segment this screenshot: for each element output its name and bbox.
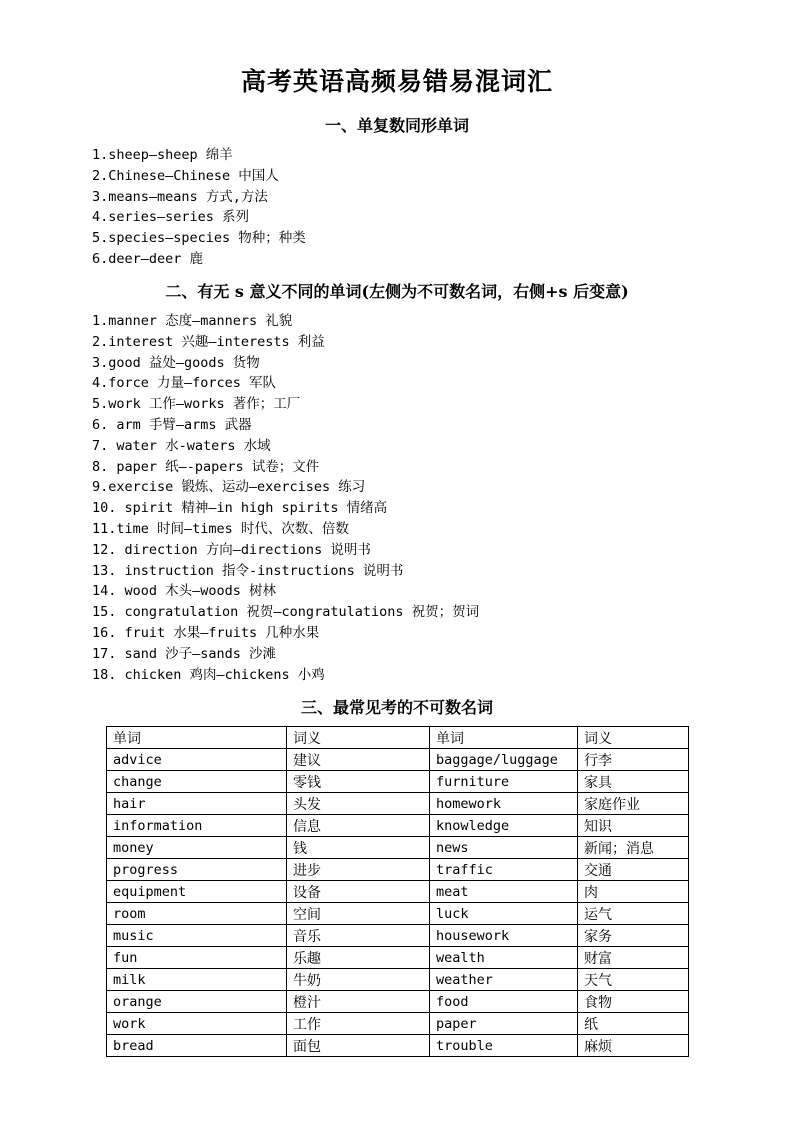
list-item: 11.time 时间—times 时代、次数、倍数 (92, 520, 349, 537)
table-row (107, 859, 689, 881)
word-cell: progress (107, 859, 287, 881)
document-title: 高考英语高频易错易混词汇 (240, 67, 553, 96)
word-cell: homework (430, 793, 578, 815)
word-cell: meat (430, 881, 578, 903)
word-cell: traffic (430, 859, 578, 881)
meaning-cell: 空间 (287, 903, 430, 925)
meaning-cell: 家务 (578, 925, 689, 947)
meaning-cell: 麻烦 (578, 1035, 689, 1057)
meaning-cell: 乐趣 (287, 947, 430, 969)
word-cell: advice (107, 749, 287, 771)
list-item: 8. paper 纸—-papers 试卷；文件 (92, 458, 320, 475)
meaning-cell: 橙汁 (287, 991, 430, 1013)
table-row (107, 947, 689, 969)
meaning-cell: 家具 (578, 771, 689, 793)
meaning-cell: 设备 (287, 881, 430, 903)
meaning-cell: 音乐 (287, 925, 430, 947)
word-cell: change (107, 771, 287, 793)
list-item: 10. spirit 精神—in high spirits 情绪高 (92, 500, 388, 517)
word-cell: work (107, 1013, 287, 1035)
word-cell: orange (107, 991, 287, 1013)
list-item: 6. arm 手臂—arms 武器 (92, 416, 252, 433)
list-item: 12. direction 方向—directions 说明书 (92, 541, 371, 558)
table-row (107, 793, 689, 815)
meaning-cell: 工作 (287, 1013, 430, 1035)
list-item: 3.good 益处—goods 货物 (92, 354, 260, 371)
table-row (107, 815, 689, 837)
table-row (107, 1013, 689, 1035)
list-item: 17. sand 沙子—sands 沙滩 (92, 645, 277, 662)
list-item: 13. instruction 指令-instructions 说明书 (92, 562, 404, 579)
word-cell: wealth (430, 947, 578, 969)
meaning-cell: 知识 (578, 815, 689, 837)
meaning-cell: 财富 (578, 947, 689, 969)
section1-heading: 一、单复数同形单词 (324, 116, 469, 135)
meaning-cell: 头发 (287, 793, 430, 815)
uncountable-nouns-table (106, 726, 689, 1057)
meaning-cell: 建议 (287, 749, 430, 771)
list-item: 1.manner 态度—manners 礼貌 (92, 313, 293, 329)
meaning-cell: 运气 (578, 903, 689, 925)
list-item: 3.means—means 方式,方法 (92, 188, 268, 205)
list-item: 1.sheep—sheep 绵羊 (92, 147, 233, 163)
word-cell: luck (430, 903, 578, 925)
meaning-cell: 钱 (287, 837, 430, 859)
word-cell: music (107, 925, 287, 947)
word-cell: room (107, 903, 287, 925)
meaning-cell: 行李 (578, 749, 689, 771)
list-item: 2.interest 兴趣—interests 利益 (92, 333, 325, 350)
list-item: 16. fruit 水果—fruits 几种水果 (92, 624, 320, 641)
word-cell: housework (430, 925, 578, 947)
list-item: 18. chicken 鸡肉—chickens 小鸡 (92, 666, 325, 683)
column-header: 单词 (430, 727, 578, 749)
table-row (107, 749, 689, 771)
word-cell: baggage/luggage (430, 749, 578, 771)
column-header: 词义 (287, 727, 430, 749)
word-cell: weather (430, 969, 578, 991)
list-item: 7. water 水-waters 水域 (92, 437, 271, 454)
meaning-cell: 信息 (287, 815, 430, 837)
word-cell: paper (430, 1013, 578, 1035)
section2-heading: 二、有无 s 意义不同的单词(左侧为不可数名词，右侧+s 后变意) (165, 282, 629, 301)
table-header-row (107, 727, 689, 749)
list-item: 15. congratulation 祝贺—congratulations 祝贺；贺词 (92, 604, 480, 621)
meaning-cell: 新闻；消息 (578, 837, 689, 859)
section1-list (92, 145, 306, 270)
word-cell: food (430, 991, 578, 1013)
word-cell: equipment (107, 881, 287, 903)
table-row (107, 881, 689, 903)
table-row (107, 969, 689, 991)
list-item: 5.species—species 物种；种类 (92, 230, 306, 247)
list-item: 14. wood 木头—woods 树林 (92, 583, 277, 600)
word-cell: hair (107, 793, 287, 815)
table-row (107, 1035, 689, 1057)
meaning-cell: 零钱 (287, 771, 430, 793)
section3-heading: 三、最常见考的不可数名词 (300, 698, 493, 717)
table-row (107, 771, 689, 793)
list-item: 6.deer—deer 鹿 (92, 250, 204, 267)
list-item: 4.force 力量—forces 军队 (92, 375, 277, 392)
table-body (107, 749, 689, 1057)
table-row (107, 925, 689, 947)
meaning-cell: 进步 (287, 859, 430, 881)
meaning-cell: 肉 (578, 881, 689, 903)
list-item: 9.exercise 锻炼、运动—exercises 练习 (92, 479, 366, 496)
table-row (107, 991, 689, 1013)
meaning-cell: 牛奶 (287, 969, 430, 991)
list-item: 5.work 工作—works 著作；工厂 (92, 396, 301, 413)
column-header: 单词 (107, 727, 287, 749)
word-cell: information (107, 815, 287, 837)
meaning-cell: 面包 (287, 1035, 430, 1057)
word-cell: news (430, 837, 578, 859)
meaning-cell: 食物 (578, 991, 689, 1013)
list-item: 2.Chinese—Chinese 中国人 (92, 167, 279, 184)
meaning-cell: 纸 (578, 1013, 689, 1035)
word-cell: fun (107, 947, 287, 969)
word-cell: milk (107, 969, 287, 991)
column-header: 词义 (578, 727, 689, 749)
list-item: 4.series—series 系列 (92, 209, 250, 226)
word-cell: knowledge (430, 815, 578, 837)
word-cell: furniture (430, 771, 578, 793)
word-cell: trouble (430, 1035, 578, 1057)
table-row (107, 837, 689, 859)
word-cell: bread (107, 1035, 287, 1057)
meaning-cell: 天气 (578, 969, 689, 991)
section2-list (92, 311, 479, 685)
word-cell: money (107, 837, 287, 859)
meaning-cell: 家庭作业 (578, 793, 689, 815)
table-row (107, 903, 689, 925)
meaning-cell: 交通 (578, 859, 689, 881)
